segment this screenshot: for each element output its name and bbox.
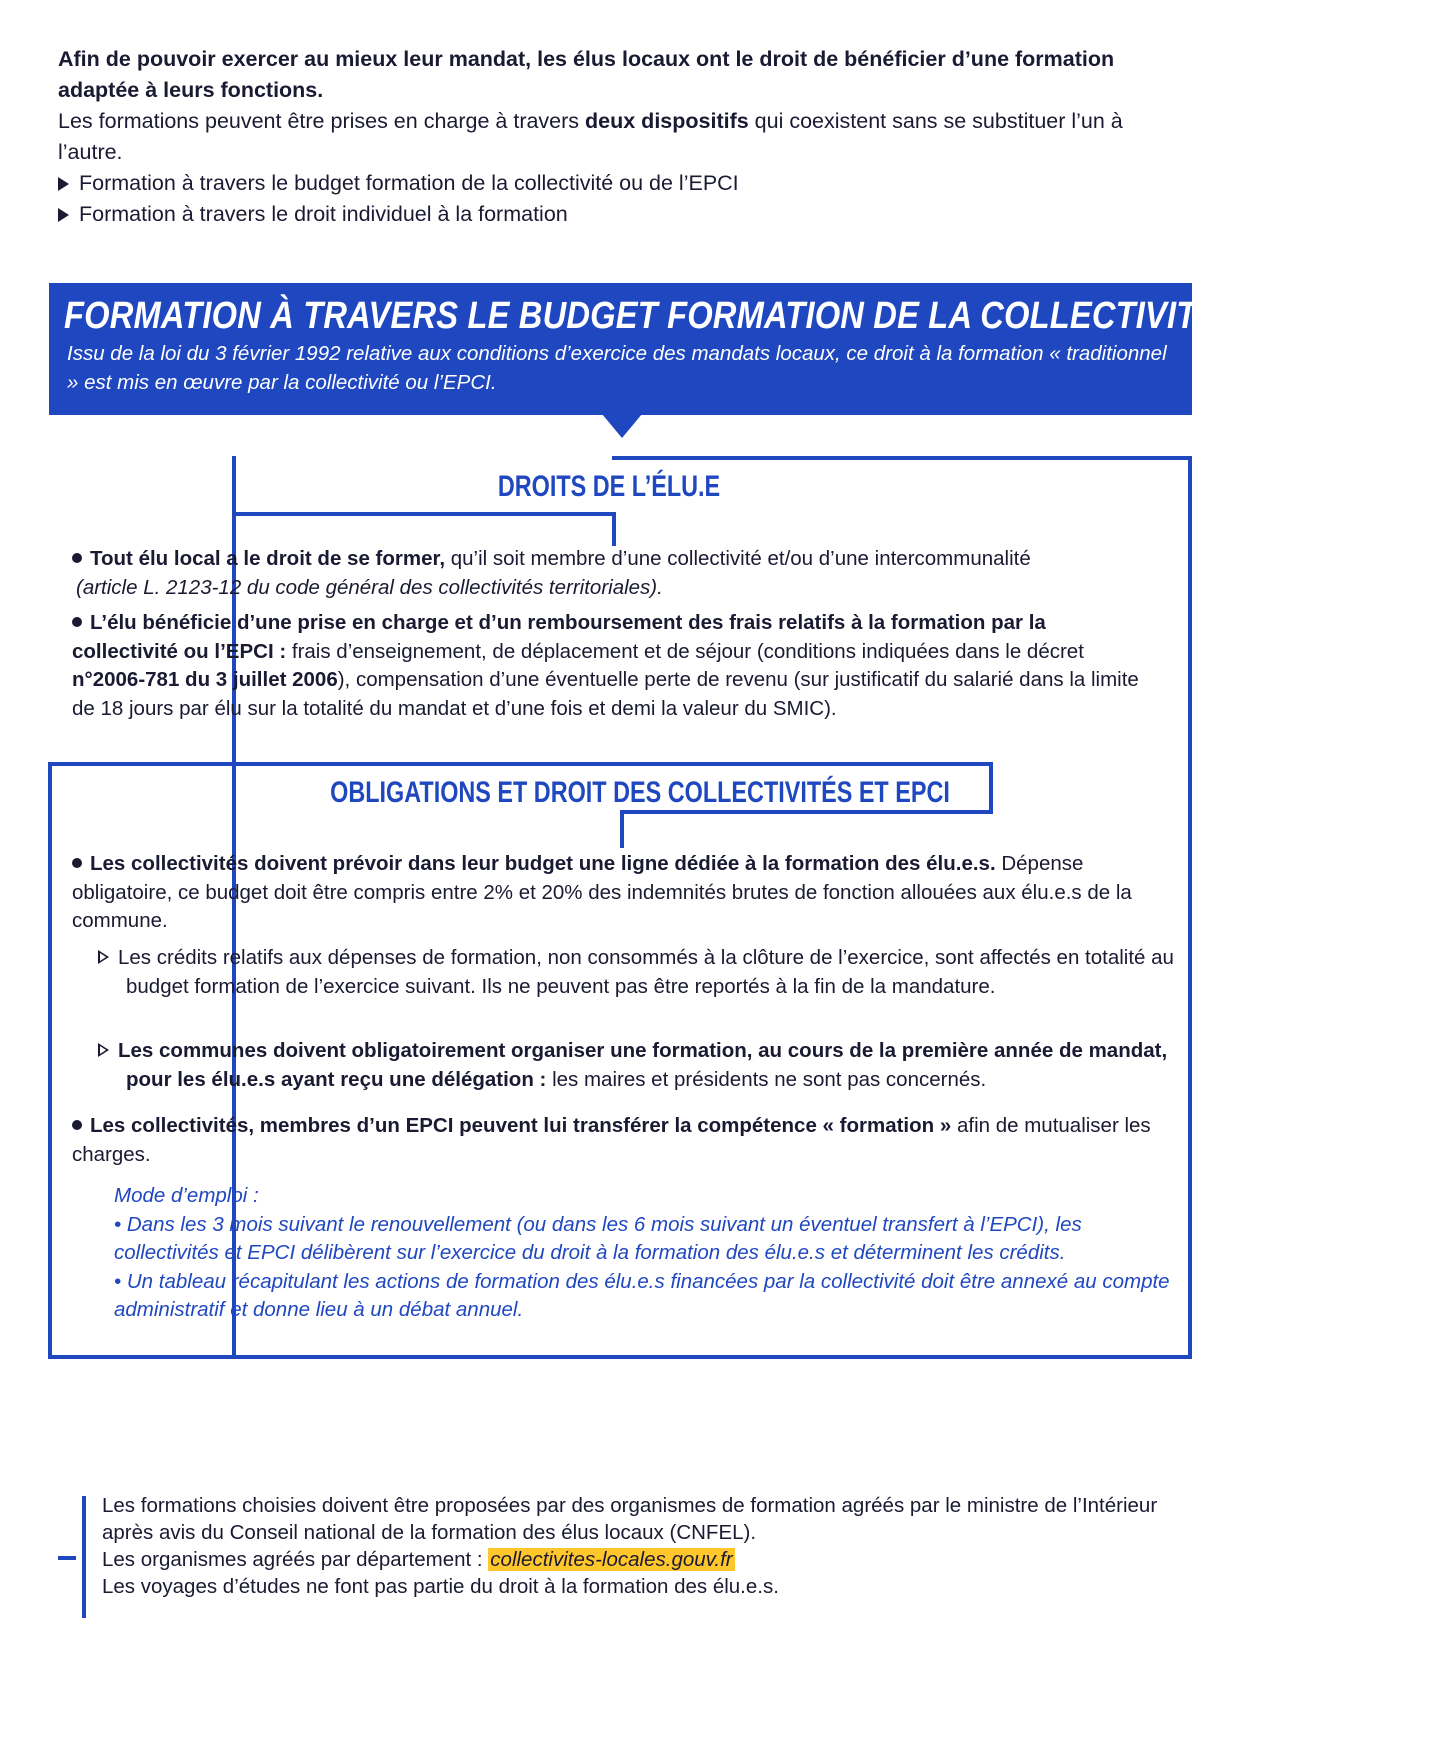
banner-title: FORMATION À TRAVERS LE BUDGET FORMATION DE LA COLLECTIVITÉ OU DE L’EPCI [64,295,1445,337]
droits-p1-reference: (article L. 2123-12 du code général des collectivités territoriales). [76,575,663,599]
obligations-sub-2 [98,1037,1178,1094]
obligations-sub2-text: les maires et présidents ne sont pas concernés. [546,1067,987,1091]
droits-p2-text: frais d’enseignement, de déplacement et de séjour (conditions indiquées dans le décret [286,639,1084,663]
bullet-icon [72,1120,82,1130]
droits-box-top [612,456,1192,460]
droits-p2-bold: L’élu bénéficie d’une prise en charge et d’un remboursement des frais relatifs à la formation par la collectivité ou l’EPCI : [72,611,1046,663]
banner-subtitle: Issu de la loi du 3 février 1992 relative aux conditions d’exercice des mandats locaux, ce droit à la formation « traditionnel » est mis en œuvre par la collectivité ou l’EPCI. [67,342,1167,394]
obligations-paragraph-1 [72,850,1152,936]
triangle-outline-icon [98,950,109,964]
droits-p2-decree: n°2006-781 du 3 juillet 2006 [72,668,338,691]
collectivites-link[interactable]: collectivites-locales.gouv.fr [490,1548,733,1571]
obligations-p2-text: afin de mutualiser les charges. [72,1114,1151,1166]
obligations-p1-text: Dépense obligatoire, ce budget doit être compris entre 2% et 20% des indemnités brutes de fonction allouées aux élu.e.s de la commune. [72,852,1132,932]
bullet-icon [72,617,82,627]
droits-paragraph-1 [72,545,1142,602]
bullet-icon [72,553,82,563]
footer-line: Les formations choisies doivent être proposées par des organismes de formation agréés par le ministre de l’Intérieur après avis du Conseil national de la formation des élus locaux (CNFEL). [102,1494,1158,1544]
droits-paragraph-2 [72,609,1152,723]
intro-text-part: qui coexistent sans se substituer l’un à l’autre. [58,109,1123,164]
intro-text [58,106,1188,168]
obligations-sub1-text: Les crédits relatifs aux dépenses de formation, non consommés à la clôture de l’exercice, sont affectés en totalité au budget formation de l’exercice suivant. Ils ne peuvent pas être reportés à la fin de la mandature. [118,946,1174,998]
droits-p1-text: qu’il soit membre d’une collectivité et/ou d’une intercommunalité [445,547,1031,570]
footer-line-text: Les organismes agréés par département : [102,1548,489,1571]
obligations-tab-stem [620,810,624,848]
obligations-sub-1 [98,944,1178,1001]
obligations-box-left [48,762,52,1359]
obligations-box-bottom [48,1355,1192,1359]
dash-icon [58,1556,76,1560]
list-item [58,168,1188,199]
obligations-tab-bottom [620,810,993,814]
intro-text-part: Les formations peuvent être prises en charge à travers [58,109,586,133]
obligations-heading: OBLIGATIONS ET DROIT DES COLLECTIVITÉS ET EPCI [330,776,950,809]
section-banner [49,283,1445,415]
footer-note [102,1492,1192,1600]
obligations-box-top [48,762,993,766]
droits-tab-border [232,512,616,516]
droits-p1-bold: Tout élu local a le droit de se former, [90,547,446,570]
droits-p2-text: ), compensation d’une éventuelle perte de revenu (sur justificatif du salarié dans la limite de 18 jours par élu sur la totalité du mandat et d’une fois et demi la valeur du SMIC). [72,668,1139,720]
bullet-icon [72,858,82,868]
mode-emploi [114,1182,1174,1325]
droits-tab-stem [612,512,616,546]
droits-heading: DROITS DE L’ÉLU.E [497,470,721,503]
intro-section [58,44,1188,230]
list-item [58,199,1188,230]
banner-pointer-icon [602,414,642,438]
intro-text-bold: deux dispositifs [585,109,749,133]
triangle-right-icon [58,177,69,191]
obligations-p2-bold: Les collectivités, membres d’un EPCI peuvent lui transférer la compétence « formation » [90,1114,952,1137]
obligations-tab-right [989,762,993,814]
list-item-label: Formation à travers le droit individuel à la formation [79,202,568,226]
obligations-paragraph-2 [72,1112,1152,1169]
intro-lead: Afin de pouvoir exercer au mieux leur mandat, les élus locaux ont le droit de bénéficier d’une formation adaptée à leurs fonctions. [58,47,1115,102]
footer-line [102,1546,1192,1573]
obligations-p1-bold: Les collectivités doivent prévoir dans leur budget une ligne dédiée à la formation des élu.e.s. [90,852,996,875]
list-item-label: Formation à travers le budget formation de la collectivité ou de l’EPCI [79,171,739,195]
mode-emploi-label: Mode d’emploi : [114,1184,259,1207]
obligations-sub2-bold: Les communes doivent obligatoirement organiser une formation, au cours de la première année de mandat, pour les élu.e.s ayant reçu une délégation : [118,1039,1168,1091]
footer-bar [82,1496,86,1618]
triangle-outline-icon [98,1043,109,1057]
triangle-right-icon [58,208,69,222]
mode-emploi-item: • Un tableau récapitulant les actions de formation des élu.e.s financées par la collectivité doit être annexé au compte administratif et donne lieu à un débat annuel. [114,1269,1170,1321]
mode-emploi-item: • Dans les 3 mois suivant le renouvellement (ou dans les 6 mois suivant un éventuel transfert à l’EPCI), les collectivités et EPCI délibèrent sur l’exercice du droit à la formation des élu.e.s et déterminent les crédits. [114,1212,1082,1264]
footer-line: Les voyages d’études ne font pas partie du droit à la formation des élu.e.s. [102,1575,779,1598]
